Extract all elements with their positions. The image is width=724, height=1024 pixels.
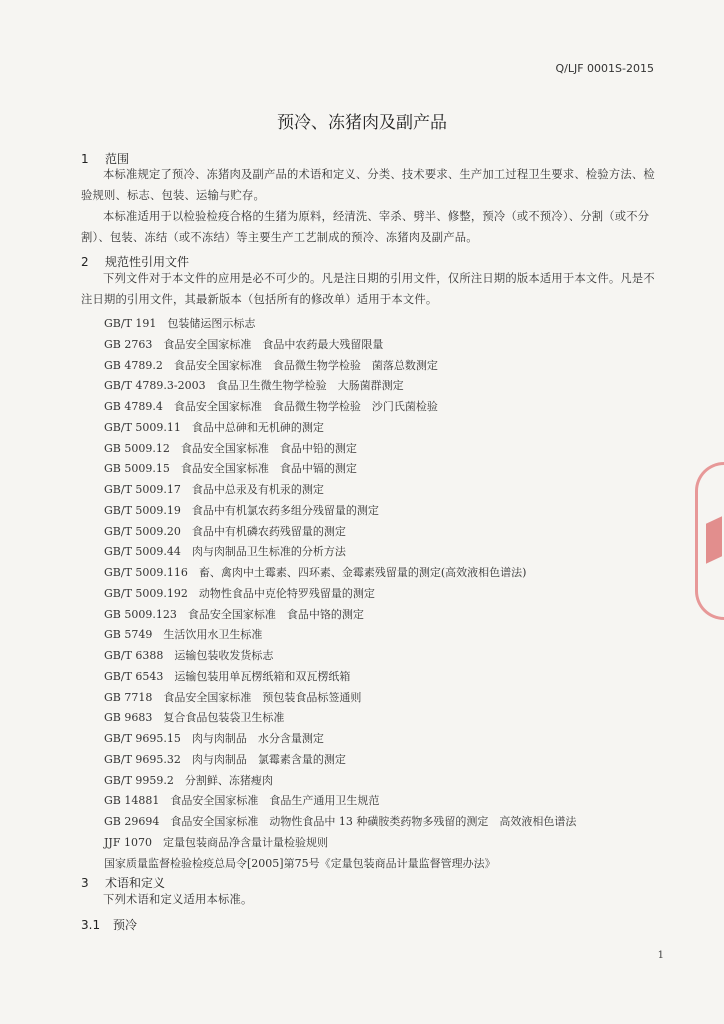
reference-item: GB 5009.123 食品安全国家标准 食品中铬的测定 [104, 607, 364, 621]
reference-item: GB 5009.12 食品安全国家标准 食品中铅的测定 [104, 441, 357, 455]
reference-item: GB/T 9959.2 分割鲜、冻猪瘦肉 [104, 773, 273, 787]
document-number: Q/LJF 0001S-2015 [555, 62, 654, 75]
reference-item: GB 5009.15 食品安全国家标准 食品中镉的测定 [104, 462, 357, 476]
reference-item: GB 9683 复合食品包装袋卫生标准 [104, 711, 285, 725]
reference-item: GB 2763 食品安全国家标准 食品中农药最大残留限量 [104, 337, 384, 351]
section-2-paragraph-1: 下列文件对于本文件的应用是必不可少的。凡是注日期的引用文件，仅所注日期的版本适用于本文件。凡是不注日期的引用文件，其最新版本（包括所有的修改单）适用于本文件。 [81, 272, 655, 306]
reference-item: GB/T 5009.19 食品中有机氯农药多组分残留量的测定 [104, 503, 379, 517]
reference-item: GB/T 9695.15 肉与肉制品 水分含量测定 [104, 732, 324, 745]
section-1-paragraph-2: 本标准适用于以检验检疫合格的生猪为原料，经清洗、宰杀、劈半、修整，预冷（或不预冷）、分割（或不分割）、包装、冻结（或不冻结）等主要生产工艺制成的预冷、冻猪肉及副产品。 [81, 210, 650, 244]
reference-item: GB/T 5009.20 食品中有机磷农药残留量的测定 [104, 524, 346, 538]
section-number: 3 [81, 876, 89, 890]
reference-item: GB/T 9695.32 肉与肉制品 氯霉素含量的测定 [104, 752, 346, 766]
section-number: 2 [81, 255, 89, 269]
reference-item: GB/T 5009.11 食品中总砷和无机砷的测定 [104, 420, 324, 434]
reference-item: GB 14881 食品安全国家标准 食品生产通用卫生规范 [104, 794, 380, 808]
section-title: 术语和定义 [105, 876, 166, 890]
reference-item: GB/T 5009.116 畜、禽肉中土霉素、四环素、金霉素残留量的测定(高效液相色谱法) [104, 566, 527, 579]
reference-item: 国家质量监督检验检疫总局令[2005]第75号《定量包装商品计量监督管理办法》 [104, 856, 496, 870]
section-number: 1 [81, 152, 89, 166]
reference-item: GB 29694 食品安全国家标准 动物性食品中 13 种磺胺类药物多残留的测定 高效液相色谱法 [104, 815, 577, 828]
reference-item: GB/T 6388 运输包装收发货标志 [104, 649, 274, 662]
reference-item: GB 5749 生活饮用水卫生标准 [104, 628, 263, 642]
reference-item: GB/T 5009.44 肉与肉制品卫生标准的分析方法 [104, 545, 346, 559]
subsection-3-1-heading [81, 916, 137, 933]
subsection-title: 预冷 [113, 918, 138, 932]
document-title: 预冷、冻猪肉及副产品 [277, 113, 447, 133]
reference-list [104, 314, 576, 874]
section-title: 范围 [105, 152, 130, 166]
reference-item: GB/T 4789.3-2003 食品卫生微生物学检验 大肠菌群测定 [104, 379, 404, 393]
reference-item: JJF 1070 定量包装商品净含量计量检验规则 [104, 835, 328, 849]
seal-mark [706, 516, 722, 563]
section-1-paragraph-1: 本标准规定了预冷、冻猪肉及副产品的术语和定义、分类、技术要求、生产加工过程卫生要求、检验方法、检验规则、标志、包装、运输与贮存。 [81, 168, 655, 202]
reference-item: GB 7718 食品安全国家标准 预包装食品标签通则 [104, 690, 362, 704]
reference-item: GB/T 5009.17 食品中总汞及有机汞的测定 [104, 483, 324, 496]
page-number: 1 [657, 950, 664, 961]
reference-item: GB/T 5009.192 动物性食品中克伦特罗残留量的测定 [104, 586, 375, 600]
reference-item: GB/T 191 包装储运图示标志 [104, 317, 256, 330]
subsection-number: 3.1 [81, 918, 101, 932]
reference-item: GB/T 6543 运输包装用单瓦楞纸箱和双瓦楞纸箱 [104, 669, 351, 683]
section-3-paragraph-1: 下列术语和定义适用本标准。 [103, 893, 253, 906]
reference-item: GB 4789.4 食品安全国家标准 食品微生物学检验 沙门氏菌检验 [104, 400, 438, 413]
reference-item: GB 4789.2 食品安全国家标准 食品微生物学检验 菌落总数测定 [104, 358, 438, 372]
section-title: 规范性引用文件 [105, 255, 190, 269]
